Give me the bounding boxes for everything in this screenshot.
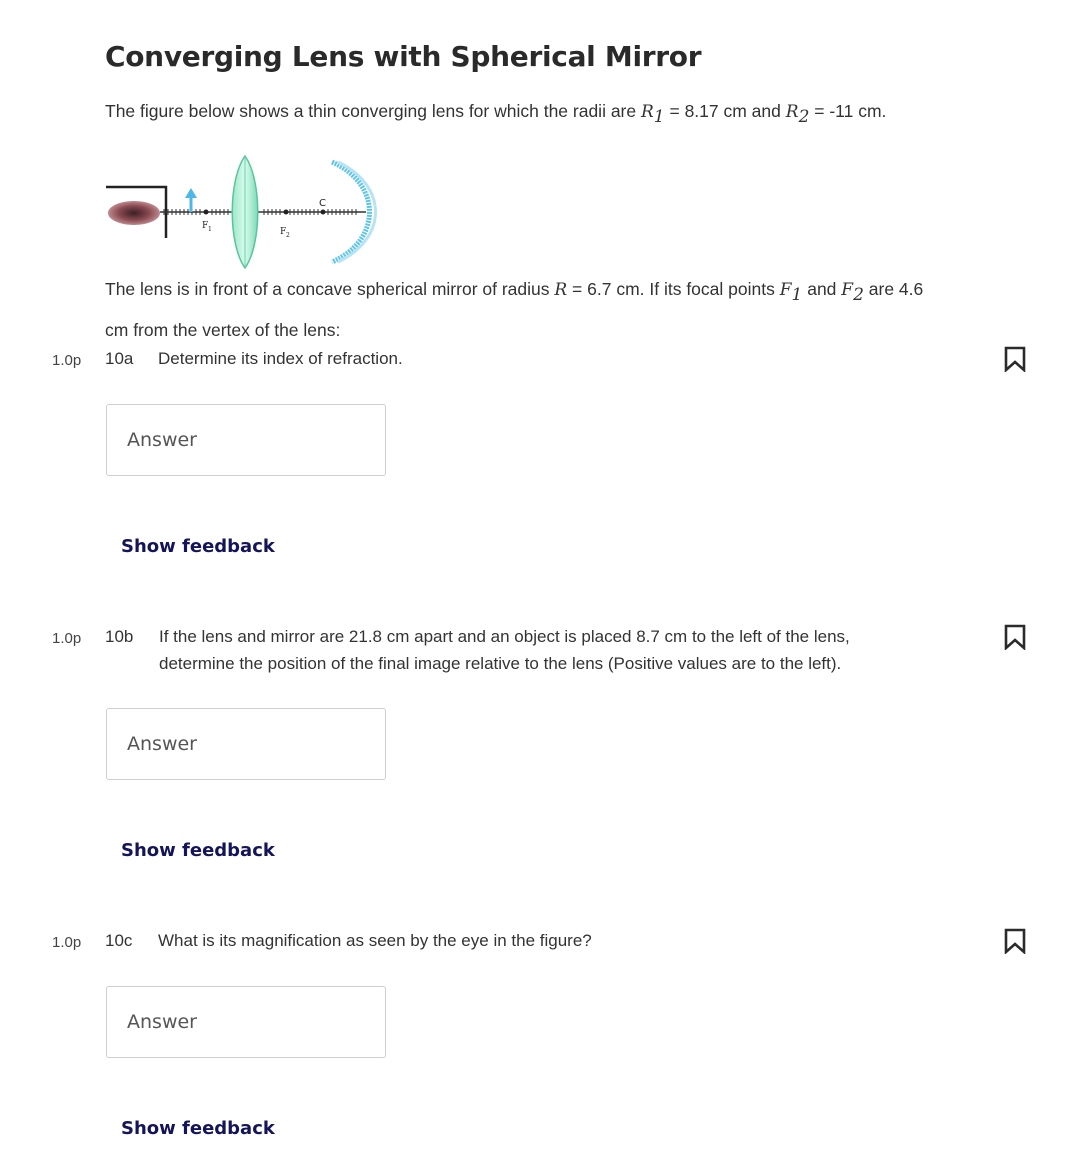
object-arrow-head <box>185 188 197 198</box>
show-feedback-link[interactable]: Show feedback <box>121 1118 275 1139</box>
answer-input[interactable]: Answer <box>106 708 386 780</box>
question-points: 1.0p <box>52 630 82 647</box>
show-feedback-link[interactable]: Show feedback <box>121 536 275 557</box>
lens-mirror-figure <box>104 150 379 272</box>
question-number: 10a <box>105 349 134 368</box>
focal-point-f2 <box>284 210 289 215</box>
label-f1-sub: 1 <box>208 226 212 233</box>
question-text: What is its magnification as seen by the eye in the figure? <box>158 931 592 950</box>
label-f2-sub: 2 <box>286 232 290 239</box>
question-points: 1.0p <box>52 352 82 369</box>
question-points: 1.0p <box>52 934 82 951</box>
question-number: 10b <box>105 627 134 646</box>
question-text: Determine its index of refraction. <box>158 349 403 368</box>
answer-input[interactable]: Answer <box>106 986 386 1058</box>
label-f1: F <box>202 221 209 231</box>
bookmark-icon[interactable] <box>1003 624 1027 650</box>
bookmark-icon[interactable] <box>1003 928 1027 954</box>
answer-input[interactable]: Answer <box>106 404 386 476</box>
focal-point-f1 <box>204 210 209 215</box>
bookmark-icon[interactable] <box>1003 346 1027 372</box>
question-number: 10c <box>105 931 133 950</box>
question-text: If the lens and mirror are 21.8 cm apart and an object is placed 8.7 cm to the left of the lens, determine the position of the final image relative to the lens (Positive values are to the left). <box>159 627 850 673</box>
eye-icon <box>108 201 160 225</box>
page-title: Converging Lens with Spherical Mirror <box>105 40 702 73</box>
show-feedback-link[interactable]: Show feedback <box>121 840 275 861</box>
center-point-c <box>321 210 326 215</box>
label-c: C <box>319 198 326 209</box>
intro-paragraph: The figure below shows a thin converging lens for which the radii are $R_1 = 8.17$ cm and $R_2 = -11$ cm. <box>105 101 887 127</box>
label-f2: F <box>280 227 287 237</box>
context-paragraph: The lens is in front of a concave spherical mirror of radius R = 6.7 cm. If its focal points $F_1$ and $F_2$ are 4.6 cm from the vertex of the lens: <box>105 279 924 340</box>
